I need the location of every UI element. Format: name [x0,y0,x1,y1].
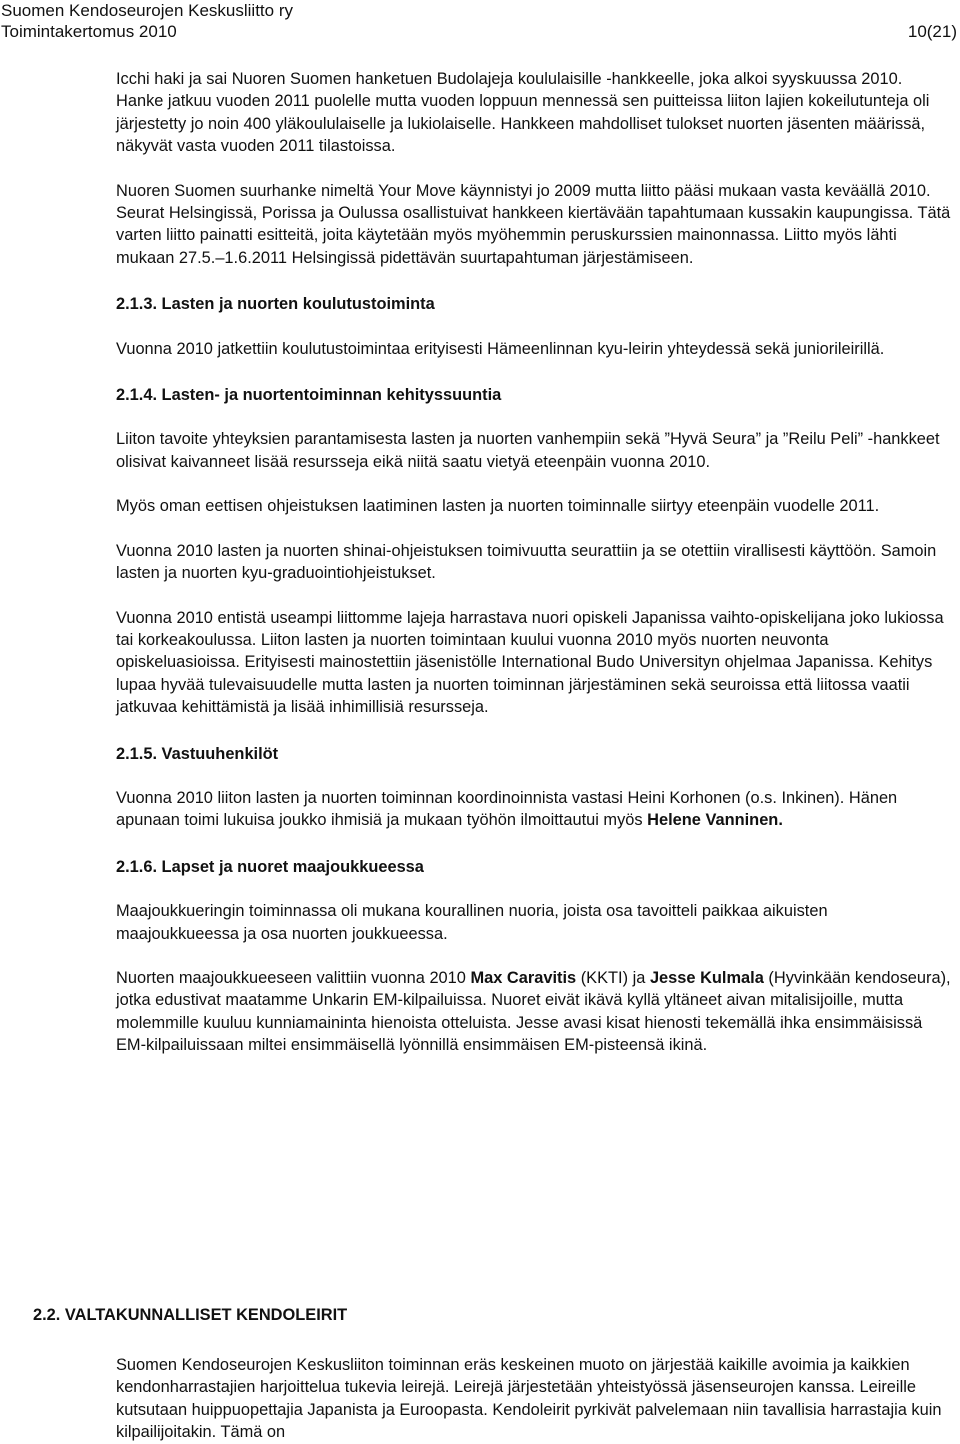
heading-2-1-6: 2.1.6. Lapset ja nuoret maajoukkueessa [116,857,424,876]
header-page-number: 10(21) [907,22,957,41]
vastuuhenkilot-text: Vuonna 2010 liiton lasten ja nuorten toiminnan koordinoinnista vastasi Heini Korhonen (o.s. Inkinen). Hänen apunaan toimi lukuisa joukko ihmisiä ja mukaan työhön ilmoittautui myös [116,788,898,830]
paragraph-maajoukkue-ringi: Maajoukkueringin toiminnassa oli mukana kourallinen nuoria, joista osa tavoitteli paikkaa aikuisten maajoukkueessa ja osa nuorten joukkueessa. [116,902,828,943]
vastuuhenkilot-name: Helene Vanninen. [647,811,783,830]
heading-2-1-3: 2.1.3. Lasten ja nuorten koulutustoiminta [116,295,435,314]
page-header [0,0,960,44]
document-body-continued [116,1354,954,1444]
paragraph-eettinen-ohjeistus: Myös oman eettisen ohjeistuksen laatiminen lasten ja nuorten toiminnalle siirtyy eteenpäin vuodelle 2011. [116,497,880,516]
paragraph-kendoleirit: Suomen Kendoseurojen Keskusliiton toiminnan eräs keskeinen muoto on järjestää kaikille avoimia ja kaikkien kendonharrastajien harjoittelua tukevia leirejä. Leirejä järjestetään yhteistyössä jäsenseurojen kanssa. Leireille kutsutaan huippuopettajia Japanista ja Euroopasta. Kendoleirit pyrkivät palvelemaan niin tavallisia harrastajia kuin kilpailijoitakin. Tämä on [116,1356,942,1442]
maajoukkue-text-a: Nuorten maajoukkueeseen valittiin vuonna 2010 [116,968,471,987]
maajoukkue-text-c: (Hyvinkään kendoseura), jotka edustivat maatamme Unkarin EM-kilpailuissa. Nuoret eivät ikävä kyllä yltäneet aivan mitalisijoille, mutta molemmille kuuluu kunniamaininta hienoista otteluista. Jesse avasi kisat hienosti tekemällä ihka ensimmäisissä EM-kilpailuissaan miltei ensimmäisellä lyönnillä ensimmäisen EM-pisteensä ikinä. [116,968,951,1055]
maajoukkue-text-b: (KKTI) ja [576,968,650,987]
header-document-title: Toimintakertomus 2010 [1,22,177,41]
header-organization: Suomen Kendoseurojen Keskusliitto ry [1,1,293,20]
heading-2-1-4: 2.1.4. Lasten- ja nuortentoiminnan kehityssuuntia [116,386,502,405]
maajoukkue-name-1: Max Caravitis [470,968,577,987]
paragraph-tavoite: Liiton tavoite yhteyksien parantamisesta lasten ja nuorten vanhempiin sekä ”Hyvä Seura” ja ”Reilu Peli” -hankkeet olisivat kaivanneet lisää resursseja eikä niitä saatu vietyä eteenpäin vuonna 2010. [116,430,940,471]
paragraph-japani: Vuonna 2010 entistä useampi liittomme lajeja harrastava nuori opiskeli Japanissa vaihto-opiskelijana joko lukiossa tai korkeakoulussa. Liiton lasten ja nuorten toimintaan kuului vuonna 2010 myös nuorten neuvonta opiskeluasioissa. Erityisesti mainostettiin jäsenistölle International Budo Universityn ohjelmaa Japanissa. Kehitys lupaa hyvää tulevaisuudelle mutta lasten ja nuorten toiminnan järjestäminen sekä seuroissa että liitossa vaatii jatkuvaa kehittämistä ja lisää inhimillisiä resursseja. [116,608,944,717]
paragraph-budolajeja: Icchi haki ja sai Nuoren Suomen hanketuen Budolajeja koululaisille -hankkeelle, joka alkoi syyskuussa 2010. Hanke jatkuu vuoden 2011 puolelle mutta vuoden loppuun mennessä sen puitteissa liiton lajien kokeilutunteja oli järjestetty jo noin 400 yläkoululaiselle ja lukiolaiselle. Hankkeen mahdolliset tulokset nuorten jäsenten määrissä, näkyvät vasta vuoden 2011 tilastoissa. [116,70,930,156]
paragraph-shinai: Vuonna 2010 lasten ja nuorten shinai-ohjeistuksen toimivuutta seurattiin ja se otettiin virallisesti käyttöön. Samoin lasten ja nuorten kyu-graduointiohjeistukset. [116,541,937,583]
paragraph-your-move: Nuoren Suomen suurhanke nimeltä Your Move käynnistyi jo 2009 mutta liitto pääsi mukaan vasta keväällä 2010. Seurat Helsingissä, Porissa ja Oulussa osallistuivat hankkeen kiertävään tapahtumaan kussakin kaupungissa. Tätä varten liitto painatti esitteitä, joita käytetään myös myöhemmin peruskurssien mainonnassa. Liitto myös lähti mukaan 27.5.–1.6.2011 Helsingissä pidettävän suurtapahtuman järjestämiseen. [116,181,951,267]
maajoukkue-name-2: Jesse Kulmala [649,968,764,987]
heading-2-1-5: 2.1.5. Vastuuhenkilöt [116,744,279,763]
paragraph-nuorten-maajoukkue [116,967,954,1057]
paragraph-koulutustoiminta: Vuonna 2010 jatkettiin koulutustoimintaa erityisesti Hämeenlinnan kyu-leirin yhteydessä sekä juniorileirillä. [116,339,885,358]
paragraph-vastuuhenkilot [116,787,954,832]
document-body [116,68,954,1057]
heading-2-2: 2.2. VALTAKUNNALLISET KENDOLEIRIT [33,1306,348,1324]
